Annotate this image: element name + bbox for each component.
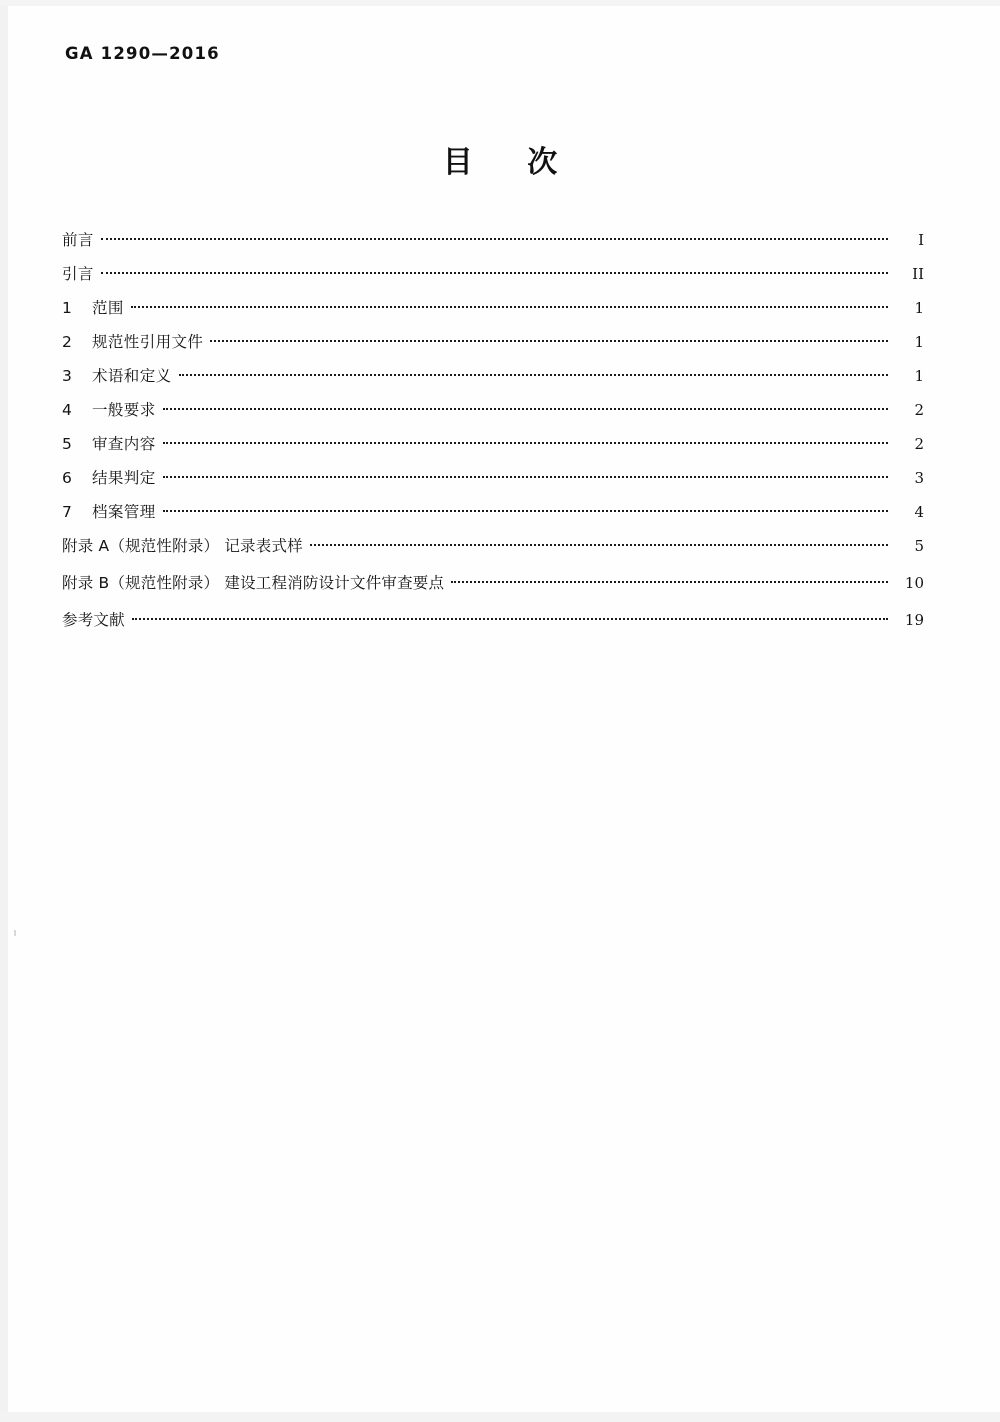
toc-entry-label: 范围 [92, 299, 124, 317]
toc-entry-page: 1 [914, 333, 924, 351]
toc-entry[interactable] [62, 296, 924, 330]
toc-entry[interactable] [62, 534, 924, 571]
toc-entry[interactable] [62, 571, 924, 608]
toc-entry-number: 7 [62, 503, 72, 521]
toc-leader-dots [131, 298, 888, 314]
toc-entry-page: 1 [914, 367, 924, 385]
toc-leader-dots [451, 573, 888, 589]
toc-entry-page: 3 [914, 469, 924, 487]
toc-entry-number: 4 [62, 401, 72, 419]
toc-entry-page: I [918, 231, 924, 249]
toc-leader-dots [132, 610, 888, 626]
toc-entry-label: 规范性引用文件 [92, 333, 204, 351]
toc-entry-label: 审查内容 [92, 435, 156, 453]
toc-entry-number: 1 [62, 299, 72, 317]
toc-entry-page: 19 [904, 611, 924, 629]
toc-entry-page: II [912, 265, 924, 283]
toc-leader-dots [210, 332, 888, 348]
toc-leader-dots [163, 434, 888, 450]
scan-edge-left [0, 0, 8, 1422]
toc-entry-label: 引言 [62, 265, 94, 283]
toc-entry-label: 参考文献 [62, 611, 125, 629]
toc-entry-number: 3 [62, 367, 72, 385]
toc-entry-page: 1 [914, 299, 924, 317]
standard-code: GA 1290—2016 [65, 44, 220, 63]
toc-entry-number: 5 [62, 435, 72, 453]
toc-entry[interactable] [62, 432, 924, 466]
toc-leader-dots [101, 230, 888, 246]
scan-speck [14, 930, 16, 936]
toc-entry[interactable] [62, 398, 924, 432]
toc-entry-label: 附录 B（规范性附录） 建设工程消防设计文件审查要点 [62, 574, 445, 592]
toc-entry-page: 5 [914, 537, 924, 555]
toc-entry[interactable] [62, 364, 924, 398]
toc-entry-number: 2 [62, 333, 72, 351]
toc-entry[interactable] [62, 500, 924, 534]
toc-entry-label: 结果判定 [92, 469, 156, 487]
toc-entry-page: 10 [904, 574, 924, 592]
toc-entry[interactable] [62, 262, 924, 296]
toc-entry-label: 术语和定义 [92, 367, 172, 385]
page-title: 目 次 [442, 145, 580, 180]
toc-entry[interactable] [62, 228, 924, 262]
toc-entry[interactable] [62, 466, 924, 500]
toc-entry-label: 附录 A（规范性附录） 记录表式样 [62, 537, 303, 555]
scan-edge-top [0, 0, 1000, 6]
toc-entry-number: 6 [62, 469, 72, 487]
toc-leader-dots [163, 502, 888, 518]
toc-entry-page: 4 [914, 503, 924, 521]
toc-entry[interactable] [62, 330, 924, 364]
toc-entry-label: 前言 [62, 231, 94, 249]
toc-leader-dots [163, 468, 888, 484]
toc-leader-dots [101, 264, 888, 280]
scan-edge-bottom [0, 1412, 1000, 1422]
toc-entry-label: 档案管理 [92, 503, 156, 521]
table-of-contents [62, 228, 924, 645]
toc-entry-page: 2 [914, 435, 924, 453]
toc-entry-page: 2 [914, 401, 924, 419]
toc-entry-label: 一般要求 [92, 401, 156, 419]
toc-leader-dots [310, 536, 888, 552]
toc-leader-dots [179, 366, 888, 382]
toc-leader-dots [163, 400, 888, 416]
toc-entry[interactable] [62, 608, 924, 645]
